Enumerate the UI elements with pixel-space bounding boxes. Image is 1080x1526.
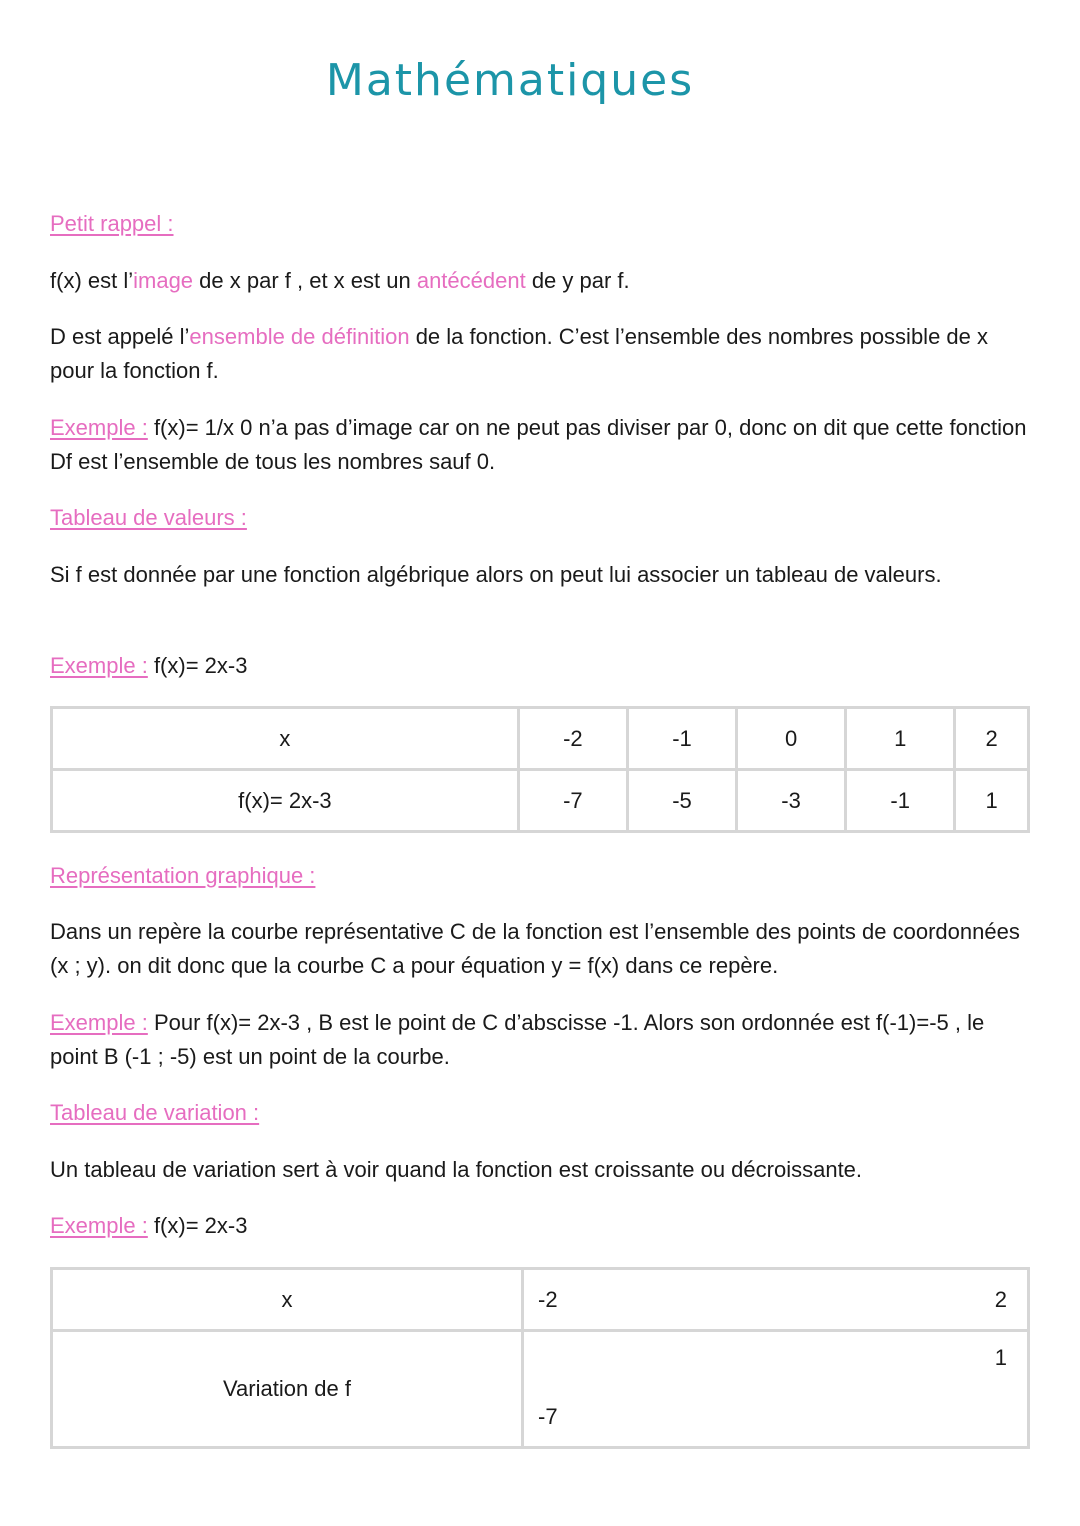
table-row	[52, 770, 1029, 832]
highlight-term: image	[133, 268, 194, 293]
text: de y par f.	[525, 268, 630, 293]
text: de la fonction. C’est l’ensemble des nombres possible de x pour la fonction f.	[50, 324, 989, 383]
heading-text: Tableau de variation :	[50, 1100, 260, 1125]
table-row	[52, 1269, 1029, 1331]
table-cell: Variation de f	[52, 1331, 523, 1448]
paragraph-valeurs: Si f est donnée par une fonction algébrique alors on peut lui associer un tableau de valeurs.	[50, 562, 942, 587]
heading-text: Petit rappel :	[50, 211, 174, 236]
paragraph-definition	[50, 320, 1030, 388]
page-title: Mathématiques	[325, 55, 695, 106]
highlight-term: antécédent	[416, 268, 526, 293]
f-end: 1	[994, 1345, 1007, 1370]
table-cell: -2	[518, 708, 627, 770]
table-cell: 0	[737, 708, 846, 770]
table-row	[52, 1331, 1029, 1448]
table-cell: -7	[518, 770, 627, 832]
example-text: f(x)= 2x-3	[147, 1213, 248, 1238]
text: D est appelé l’	[50, 324, 190, 349]
heading-tableau-valeurs	[50, 501, 1030, 535]
table-cell: 1	[955, 770, 1029, 832]
values-table	[50, 706, 1030, 833]
text: de x par f , et x est un	[193, 268, 417, 293]
variation-table	[50, 1267, 1030, 1449]
heading-representation	[50, 859, 1030, 893]
paragraph-image	[50, 264, 1030, 298]
x-start: -2	[538, 1286, 558, 1312]
example-graphique	[50, 1006, 1030, 1074]
f-start: -7	[538, 1404, 558, 1429]
heading-text: Représentation graphique :	[50, 863, 316, 888]
table-cell	[523, 1269, 1029, 1331]
table-cell: -5	[627, 770, 736, 832]
example-text: f(x)= 1/x 0 n’a pas d’image car on ne peut pas diviser par 0, donc on dit que cette fonction Df est l’ensemble de tous les nombres sauf 0.	[50, 415, 1027, 474]
example-label: Exemple :	[50, 653, 148, 678]
example-text: f(x)= 2x-3	[147, 653, 248, 678]
table-cell: x	[52, 1269, 523, 1331]
table-cell: x	[52, 708, 519, 770]
x-end: 2	[994, 1286, 1007, 1312]
example-rappel	[50, 411, 1030, 479]
heading-petit-rappel	[50, 207, 1030, 241]
table-row	[52, 708, 1029, 770]
example-label: Exemple :	[50, 415, 148, 440]
highlight-term: ensemble de définition	[189, 324, 410, 349]
table-cell: 2	[955, 708, 1029, 770]
heading-text: Tableau de valeurs :	[50, 505, 247, 530]
text: f(x) est l’	[50, 268, 134, 293]
table-cell: -3	[737, 770, 846, 832]
example-label: Exemple :	[50, 1213, 148, 1238]
example-variation	[50, 1209, 1030, 1243]
table-cell	[523, 1331, 1029, 1448]
example-valeurs	[50, 649, 1030, 683]
example-label: Exemple :	[50, 1010, 148, 1035]
heading-tableau-variation	[50, 1096, 1030, 1130]
table-cell: 1	[846, 708, 955, 770]
example-text: Pour f(x)= 2x-3 , B est le point de C d’abscisse -1. Alors son ordonnée est f(-1)=-5 , le point B (-1 ; -5) est un point de la courbe.	[50, 1010, 985, 1069]
paragraph-variation: Un tableau de variation sert à voir quand la fonction est croissante ou décroissante.	[50, 1157, 863, 1182]
table-cell: f(x)= 2x-3	[52, 770, 519, 832]
table-cell: -1	[846, 770, 955, 832]
table-cell: -1	[627, 708, 736, 770]
paragraph-graphique: Dans un repère la courbe représentative C de la fonction est l’ensemble des points de coordonnées (x ; y). on dit donc que la courbe C a pour équation y = f(x) dans ce repère.	[50, 919, 1020, 978]
